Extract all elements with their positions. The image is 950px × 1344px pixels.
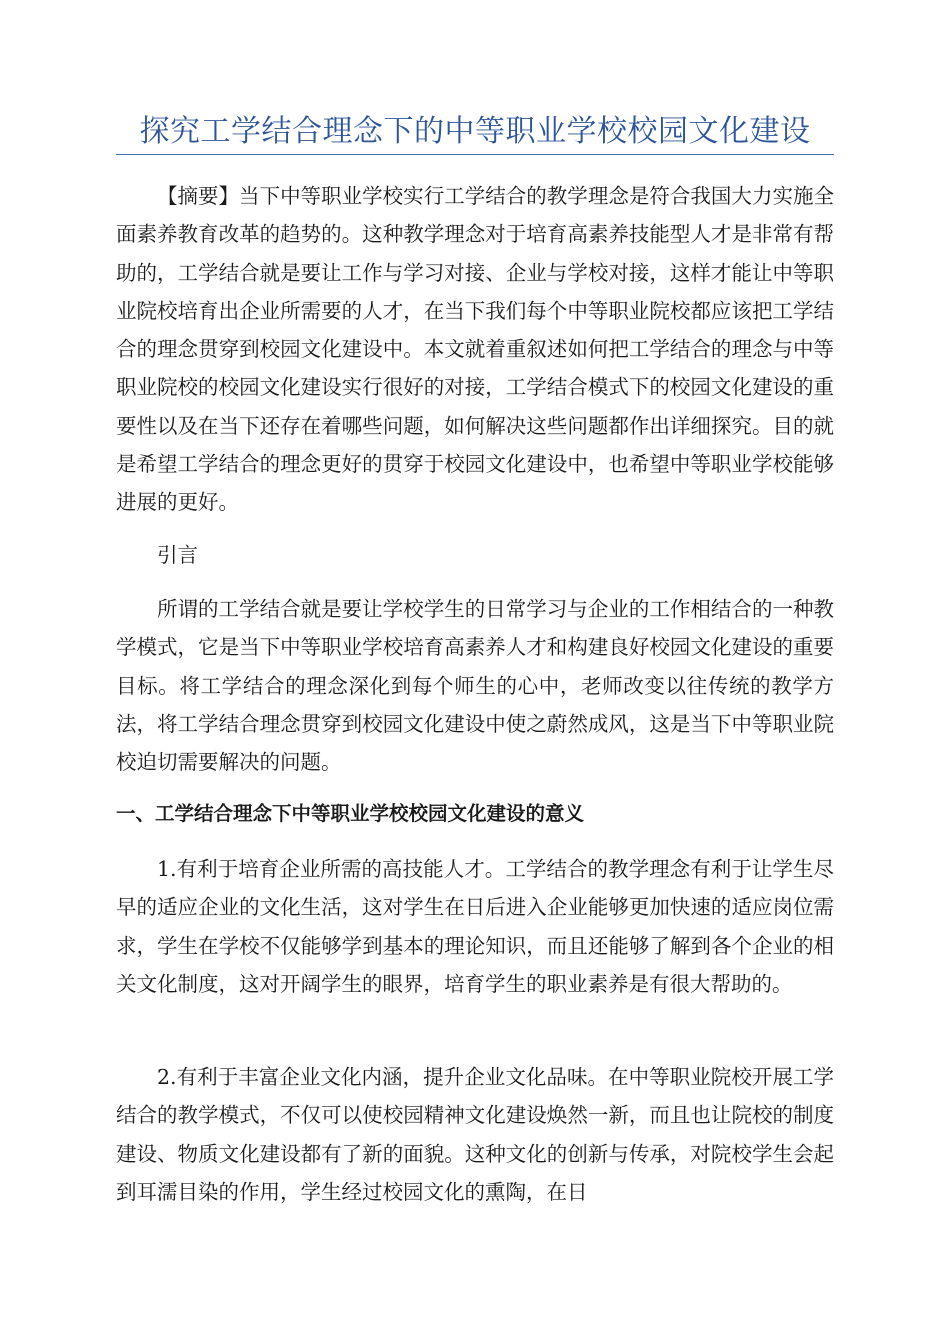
document-title: 探究工学结合理念下的中等职业学校校园文化建设 [139,114,811,149]
point-2-paragraph: 2.有利于丰富企业文化内涵，提升企业文化品味。在中等职业院校开展工学结合的教学模式，不仅可以使校园精神文化建设焕然一新，而且也让院校的制度建设、物质文化建设都有了新的面貌。这种文化的创新与传承，对院校学生会起到耳濡目染的作用，学生经过校园文化的熏陶，在日 [116,1065,834,1204]
intro-paragraph: 所谓的工学结合就是要让学校学生的日常学习与企业的工作相结合的一种教学模式，它是当下中等职业学校培育高素养人才和构建良好校园文化建设的重要目标。将工学结合的理念深化到每个师生的心中，老师改变以往传统的教学方法，将工学结合理念贯穿到校园文化建设中使之蔚然成风，这是当下中等职业院校迫切需要解决的问题。 [116,597,834,775]
point-1-paragraph: 1.有利于培育企业所需的高技能人才。工学结合的教学理念有利于让学生尽早的适应企业的文化生活，这对学生在日后进入企业能够更加快速的适应岗位需求，学生在学校不仅能够学到基本的理论知识，而且还能够了解到各个企业的相关文化制度，这对开阔学生的眼界，培育学生的职业素养是有很大帮助的。 [116,857,834,996]
section-heading: 一、工学结合理念下中等职业学校校园文化建设的意义 [116,802,585,825]
title-underline [116,154,834,155]
abstract-paragraph: 【摘要】当下中等职业学校实行工学结合的教学理念是符合我国大力实施全面素养教育改革的趋势的。这种教学理念对于培育高素养技能型人才是非常有帮助的，工学结合就是要让工作与学习对接、企业与学校对接，这样才能让中等职业院校培育出企业所需要的人才，在当下我们每个中等职业院校都应该把工学结合的理念贯穿到校园文化建设中。本文就着重叙述如何把工学结合的理念与中等职业院校的校园文化建设实行很好的对接，工学结合模式下的校园文化建设的重要性以及在当下还存在着哪些问题，如何解决这些问题都作出详细探究。目的就是希望工学结合的理念更好的贯穿于校园文化建设中，也希望中等职业学校能够进展的更好。 [116,184,834,515]
intro-title: 引言 [157,543,198,567]
